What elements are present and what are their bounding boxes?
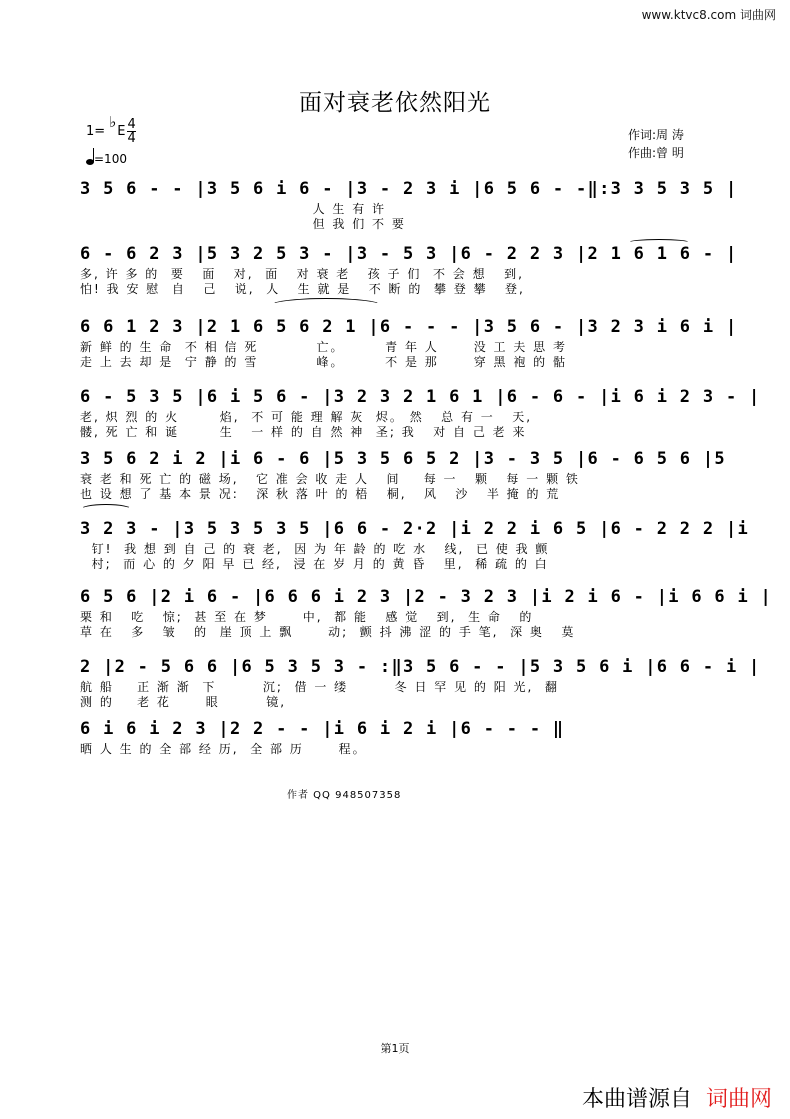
- lyric-verse-2: 髅, 死 亡 和 诞 生 一 样 的 自 然 神 圣; 我 对 自 己 老 来: [80, 425, 527, 439]
- key-signature: [86, 113, 136, 146]
- lyric-verse-2: 也 设 想 了 基 本 景 况: 深 秋 落 叶 的 梧 桐, 风 沙 半 掩 的 荒: [80, 487, 561, 501]
- system-7: [80, 584, 773, 640]
- source-brand: [582, 1082, 772, 1113]
- author-contact: 作者 QQ 948507358: [287, 790, 402, 801]
- notation-line: 6 6 1 2 3 |2 1 6 5 6 2 1 |6 - - - |3 5 6 - |3 2 3 i 6 i |: [80, 317, 738, 337]
- lyric-verse-1: 栗 和 吃 惊; 甚 至 在 梦 中, 都 能 感 觉 到, 生 命 的: [80, 610, 534, 624]
- key-name: E: [117, 124, 126, 139]
- system-8: [80, 654, 761, 710]
- notation-line: 6 i 6 i 2 3 |2 2 - - |i 6 i 2 i |6 - - - ‖: [80, 719, 565, 739]
- system-9: [80, 716, 730, 757]
- lyric-verse-2: 但 我 们 不 要: [80, 217, 406, 231]
- lyric-verse-1: 人 生 有 许: [80, 202, 387, 216]
- notation-line: 3 2 3 - |3 5 3 5 3 5 |6 6 - 2·2 |i 2 2 i 6 5 |6 - 2 2 2 |i: [80, 519, 761, 539]
- system-1: [80, 176, 738, 232]
- lyric-verse-1: 老, 炽 烈 的 火 焰, 不 可 能 理 解 灰 烬。 然 总 有 一 天,: [80, 410, 533, 424]
- lyricist: 作词:周 涛: [628, 128, 684, 142]
- notation-line: 2 |2 - 5 6 6 |6 5 3 5 3 - :‖3 5 6 - - |5 3 5 6 i |6 6 - i |: [80, 657, 761, 677]
- notation-line: 6 5 6 |2 i 6 - |6 6 6 i 2 3 |2 - 3 2 3 |i 2 i 6 - |i 6 6 i |: [80, 587, 773, 607]
- composer: 作曲:曾 明: [628, 146, 684, 160]
- lyric-verse-1: 航 船 正 渐 渐 下 沉; 借 一 缕 冬 日 罕 见 的 阳 光, 翻: [80, 680, 559, 694]
- lyric-verse-2: 走 上 去 却 是 宁 静 的 雪 峰。 不 是 那 穿 黑 袍 的 骷: [80, 355, 567, 369]
- lyric-verse-1: 新 鲜 的 生 命 不 相 信 死 亡。 青 年 人 没 工 夫 思 考: [80, 340, 567, 354]
- lyric-verse-1: 衰 老 和 死 亡 的 磁 场, 它 准 会 收 走 人 间 每 一 颗 每 一 颗 铁: [80, 472, 580, 486]
- lyric-verse-1: 钉! 我 想 到 自 己 的 衰 老, 因 为 年 龄 的 吃 水 线, 已 使 我 颤: [80, 542, 550, 556]
- page-number: 第1页: [380, 1042, 410, 1055]
- lyric-verse-2: 怕! 我 安 慰 自 己 说, 人 生 就 是 不 断 的 攀 登 攀 登,: [80, 282, 525, 296]
- system-3: [80, 314, 738, 370]
- credits: [628, 126, 684, 162]
- flat-symbol: ♭: [109, 113, 117, 131]
- song-title: 面对衰老依然阳光: [299, 90, 491, 116]
- tempo-marking: [86, 152, 127, 166]
- notation-line: 3 5 6 2 i 2 |i 6 - 6 |5 3 5 6 5 2 |3 - 3 5 |6 - 6 5 6 |5: [80, 449, 738, 469]
- key-prefix: 1=: [86, 124, 106, 139]
- time-beats: 4: [127, 117, 136, 132]
- slur-mark: [80, 504, 132, 515]
- source-text: 本曲谱源自: [581, 1087, 692, 1112]
- time-signature: [127, 118, 135, 145]
- slur-mark: [628, 239, 690, 246]
- lyric-verse-2: 草 在 多 皱 的 崖 顶 上 飘 动; 颤 抖 沸 涩 的 手 笔, 深 奥 莫: [80, 625, 576, 639]
- slur-mark: [270, 298, 382, 313]
- lyric-verse-2: 测 的 老 花 眼 镜,: [80, 695, 287, 709]
- system-4: [80, 384, 761, 440]
- system-5: [80, 446, 738, 502]
- time-unit: 4: [127, 131, 136, 146]
- lyric-verse-1: 晒 人 生 的 全 部 经 历, 全 部 历 程。: [80, 742, 367, 756]
- source-site: 词曲网: [705, 1087, 772, 1112]
- notation-line: 3 5 6 - - |3 5 6 i 6 - |3 - 2 3 i |6 5 6 - -‖:3 3 5 3 5 |: [80, 179, 738, 199]
- lyric-verse-1: 多, 许 多 的 要 面 对, 面 对 衰 老 孩 子 们 不 会 想 到,: [80, 267, 524, 281]
- notation-line: 6 - 5 3 5 |6 i 5 6 - |3 2 3 2 1 6 1 |6 - 6 - |i 6 i 2 3 - |: [80, 387, 761, 407]
- site-watermark: www.ktvc8.com 词曲网: [641, 8, 776, 22]
- tempo-value: =100: [94, 152, 127, 166]
- system-2: [80, 241, 738, 297]
- quarter-note-icon: [86, 159, 94, 165]
- system-6: [80, 516, 761, 572]
- lyric-verse-2: 村; 而 心 的 夕 阳 早 已 经, 浸 在 岁 月 的 黄 昏 里, 稀 疏 的 白: [80, 557, 549, 571]
- notation-line: 6 - 6 2 3 |5 3 2 5 3 - |3 - 5 3 |6 - 2 2 3 |2 1 6 1 6 - |: [80, 244, 738, 264]
